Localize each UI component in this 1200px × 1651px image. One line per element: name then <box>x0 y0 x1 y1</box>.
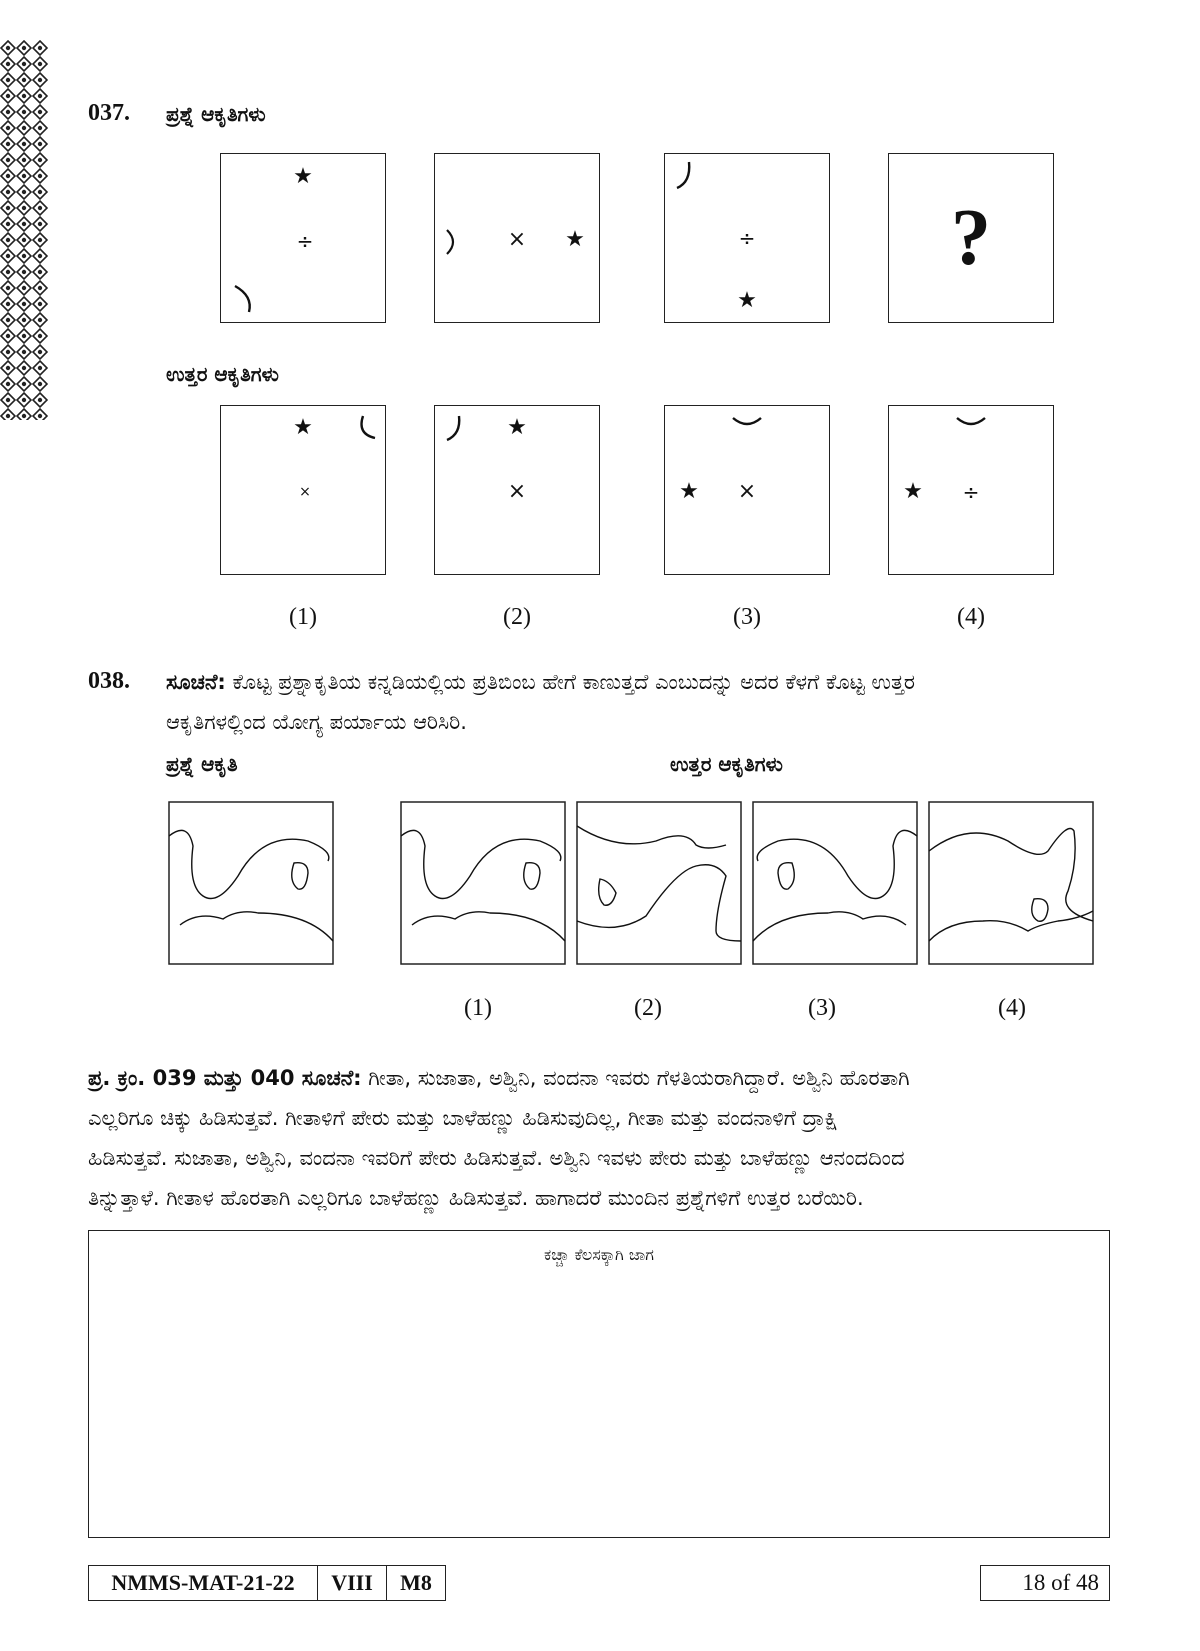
divide-icon: ÷ <box>296 229 314 253</box>
crescent-icon <box>673 160 695 190</box>
divide-icon: ÷ <box>962 480 980 504</box>
option-label[interactable]: (4) <box>957 604 985 630</box>
instruction-line: ಗೀತಾ, ಸುಜಾತಾ, ಅಶ್ವಿನಿ, ವಂದನಾ ಇವರು ಗೆಳತಿಯರಾಗಿದ್ದಾರೆ. ಅಶ್ವಿನಿ ಹೊರತಾಗಿ <box>368 1066 910 1090</box>
answer-figures-heading: ಉತ್ತರ ಆಕೃತಿಗಳು <box>670 752 783 776</box>
star-icon: ★ <box>293 415 313 440</box>
star-icon: ★ <box>507 415 527 440</box>
option-label[interactable]: (2) <box>503 604 531 630</box>
answer-figure-2 <box>434 405 600 575</box>
crescent-icon <box>355 414 377 442</box>
star-icon: ★ <box>737 288 757 313</box>
rough-work-area[interactable] <box>88 1230 1110 1538</box>
option-label[interactable]: (4) <box>998 995 1026 1021</box>
star-icon: ★ <box>293 164 313 189</box>
instruction-line: ಕೊಟ್ಟ ಪ್ರಶ್ನಾಕೃತಿಯ ಕನ್ನಡಿಯಲ್ಲಿಯ ಪ್ರತಿಬಿಂಬ ಹೇಗೆ ಕಾಣುತ್ತದೆ ಎಂಬುದನ್ನು ಅದರ ಕೆಳಗೆ ಕೊಟ್ಟ ಉತ್ತರ <box>232 670 915 694</box>
option-label[interactable]: (3) <box>808 995 836 1021</box>
cross-icon: × <box>737 479 757 504</box>
question-number: 037. <box>88 100 130 126</box>
class-label: VIII <box>317 1565 387 1601</box>
mirror-answer-figure-4 <box>928 801 1094 965</box>
answer-figure-4 <box>888 405 1054 575</box>
rough-work-label: ಕಚ್ಚಾ ಕೆಲಸಕ್ಕಾಗಿ ಜಾಗ <box>544 1245 654 1264</box>
star-icon: ★ <box>565 227 585 252</box>
instruction-line: ತಿನ್ನುತ್ತಾಳೆ. ಗೀತಾಳ ಹೊರತಾಗಿ ಎಲ್ಲರಿಗೂ ಬಾಳೆಹಣ್ಣು ಹಿಡಿಸುತ್ತವೆ. ಹಾಗಾದರೆ ಮುಂದಿನ ಪ್ರಶ್ನೆಗಳಿಗೆ ಉತ್ತರ ಬರೆಯಿರಿ. <box>88 1186 864 1210</box>
answer-figure-3 <box>664 405 830 575</box>
option-label[interactable]: (1) <box>464 995 492 1021</box>
question-mark: ? <box>951 194 991 282</box>
decorative-border-strip <box>0 40 48 420</box>
problem-figure-3 <box>664 153 830 323</box>
star-icon: ★ <box>903 479 923 504</box>
divide-icon: ÷ <box>738 226 756 250</box>
mirror-answer-figure-2 <box>576 801 742 965</box>
page-number: 18 of 48 <box>980 1565 1110 1601</box>
cross-icon: × <box>507 227 527 252</box>
q39-40-instructions <box>88 1058 1118 1218</box>
problem-figure-1 <box>220 153 386 323</box>
instruction-label: ಸೂಚನೆ: <box>166 670 226 694</box>
crescent-icon <box>231 284 255 314</box>
instruction-line: ಆಕೃತಿಗಳಲ್ಲಿಂದ ಯೋಗ್ಯ ಪರ್ಯಾಯ ಆರಿಸಿರಿ. <box>166 710 467 734</box>
option-label[interactable]: (2) <box>634 995 662 1021</box>
option-label[interactable]: (1) <box>289 604 317 630</box>
paper-code: NMMS-MAT-21-22 <box>88 1565 318 1601</box>
mirror-answer-figure-3 <box>752 801 918 965</box>
problem-figure-2 <box>434 153 600 323</box>
star-icon: ★ <box>679 479 699 504</box>
mirror-problem-figure <box>168 801 334 965</box>
crescent-icon <box>731 414 763 430</box>
answer-figures-heading: ಉತ್ತರ ಆಕೃತಿಗಳು <box>166 362 279 386</box>
problem-figure-heading: ಪ್ರಶ್ನೆ ಆಕೃತಿ <box>166 752 238 776</box>
problem-figures-heading: ಪ್ರಶ್ನೆ ಆಕೃತಿಗಳು <box>166 102 266 126</box>
question-number: 038. <box>88 668 130 694</box>
option-label[interactable]: (3) <box>733 604 761 630</box>
problem-figure-4 <box>888 153 1054 323</box>
instruction-text <box>166 662 1116 742</box>
instruction-line: ಹಿಡಿಸುತ್ತವೆ. ಸುಜಾತಾ, ಅಶ್ವಿನಿ, ವಂದನಾ ಇವರಿಗೆ ಪೇರು ಹಿಡಿಸುತ್ತವೆ. ಅಶ್ವಿನಿ ಇವಳು ಪೇರು ಮತ್ತು ಬಾಳೆಹಣ್ಣು ಆನಂದದಿಂದ <box>88 1146 905 1170</box>
percent-icon: × <box>299 484 311 500</box>
mirror-answer-figure-1 <box>400 801 566 965</box>
crescent-icon <box>443 228 459 256</box>
instruction-line: ಎಲ್ಲರಿಗೂ ಚಿಕ್ಕು ಹಿಡಿಸುತ್ತವೆ. ಗೀತಾಳಿಗೆ ಪೇರು ಮತ್ತು ಬಾಳೆಹಣ್ಣು ಹಿಡಿಸುವುದಿಲ್ಲ, ಗೀತಾ ಮತ್ತು ವಂದನಾಳಿಗೆ ದ್ರಾಕ್ಷಿ <box>88 1106 838 1130</box>
instruction-label: ಪ್ರ. ಕ್ರಂ. 039 ಮತ್ತು 040 ಸೂಚನೆ: <box>88 1066 362 1090</box>
version-label: M8 <box>386 1565 446 1601</box>
answer-figure-1 <box>220 405 386 575</box>
cross-icon: × <box>507 479 527 504</box>
crescent-icon <box>955 414 987 430</box>
crescent-icon <box>443 414 465 442</box>
